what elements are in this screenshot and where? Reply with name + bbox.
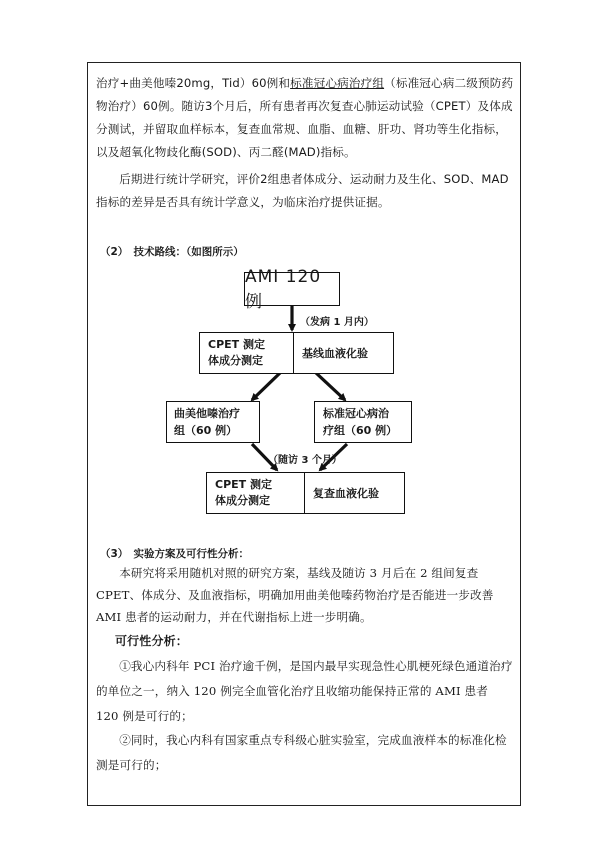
trimetazidine-group-line2: 组（60 例） bbox=[174, 424, 238, 437]
feasibility-title: 可行性分析： bbox=[115, 634, 188, 648]
flow-box-follow-up bbox=[206, 472, 405, 514]
follow-up-blood-test-label: 复查血液化验 bbox=[313, 487, 379, 500]
flow-box-trimetazidine-group bbox=[166, 401, 260, 443]
section-heading-experimental-plan: （3） 实验方案及可行性分析： bbox=[100, 548, 250, 560]
text-span: （标准冠心病二级预防药物治疗）60例。随访3个月后，所有患者再次复查心肺运动试验（CPET）及体成分测试，并留取血样标本，复查血常规、血脂、血糖、肝功、肾功等生化指标，以及超氧化物歧化酶(SOD)、丙二醛(MAD)指标。 bbox=[96, 76, 514, 159]
paragraph-experimental-plan: 本研究将采用随机对照的研究方案，基线及随访 3 月后在 2 组间复查 CPET、体成分、及血液指标，明确加用曲美他嗪药物治疗是否能进一步改善 AMI 患者的运动耐力，并在代谢指标上进一步明确。 bbox=[96, 566, 494, 624]
follow-up-right-cell bbox=[305, 473, 404, 513]
baseline-right-cell bbox=[294, 333, 393, 373]
arrow-left-diagonal bbox=[252, 372, 281, 400]
note-onset-1-month: （发病 1 月内） bbox=[300, 317, 374, 328]
feasibility-point-1: ①我心内科年 PCI 治疗逾千例，是国内最早实现急性心肌梗死绿色通道治疗的单位之一，纳入 120 例完全血管化治疗且收缩功能保持正常的 AMI 患者 120 例是可行的； bbox=[96, 659, 513, 723]
note-follow-up-3-months: （随访 3 个月） bbox=[268, 455, 342, 466]
baseline-cpet-label: CPET 测定 bbox=[208, 338, 265, 351]
paragraph-statistics: 后期进行统计学研究，评价2组患者体成分、运动耐力及生化、SOD、MAD指标的差异是否具有统计学意义，为临床治疗提供证据。 bbox=[96, 172, 509, 209]
baseline-body-composition-label: 体成分测定 bbox=[208, 354, 263, 367]
trimetazidine-group-line1: 曲美他嗪治疗 bbox=[174, 407, 240, 420]
text-span: 治疗+曲美他嗪20mg，Tid）60例和 bbox=[96, 76, 291, 90]
flow-box-ami-120: AMI 120 例 bbox=[244, 272, 340, 306]
feasibility-point-2: ②同时，我心内科有国家重点专科级心脏实验室，完成血液样本的标准化检测是可行的； bbox=[96, 733, 507, 772]
section-heading-technical-route: （2） 技术路线：（如图所示） bbox=[100, 246, 244, 258]
follow-up-body-composition-label: 体成分测定 bbox=[215, 494, 270, 507]
standard-group-line2: 疗组（60 例） bbox=[323, 424, 398, 437]
flow-box-standard-group bbox=[314, 401, 412, 443]
baseline-blood-test-label: 基线血液化验 bbox=[302, 347, 368, 360]
follow-up-left-cell bbox=[207, 473, 305, 513]
underlined-text: 标准冠心病治疗组 bbox=[290, 76, 385, 90]
flow-box-baseline bbox=[199, 332, 394, 374]
baseline-left-cell bbox=[200, 333, 294, 373]
follow-up-cpet-label: CPET 测定 bbox=[215, 478, 272, 491]
arrow-right-diagonal bbox=[315, 372, 345, 400]
standard-group-line1: 标准冠心病治 bbox=[323, 407, 389, 420]
